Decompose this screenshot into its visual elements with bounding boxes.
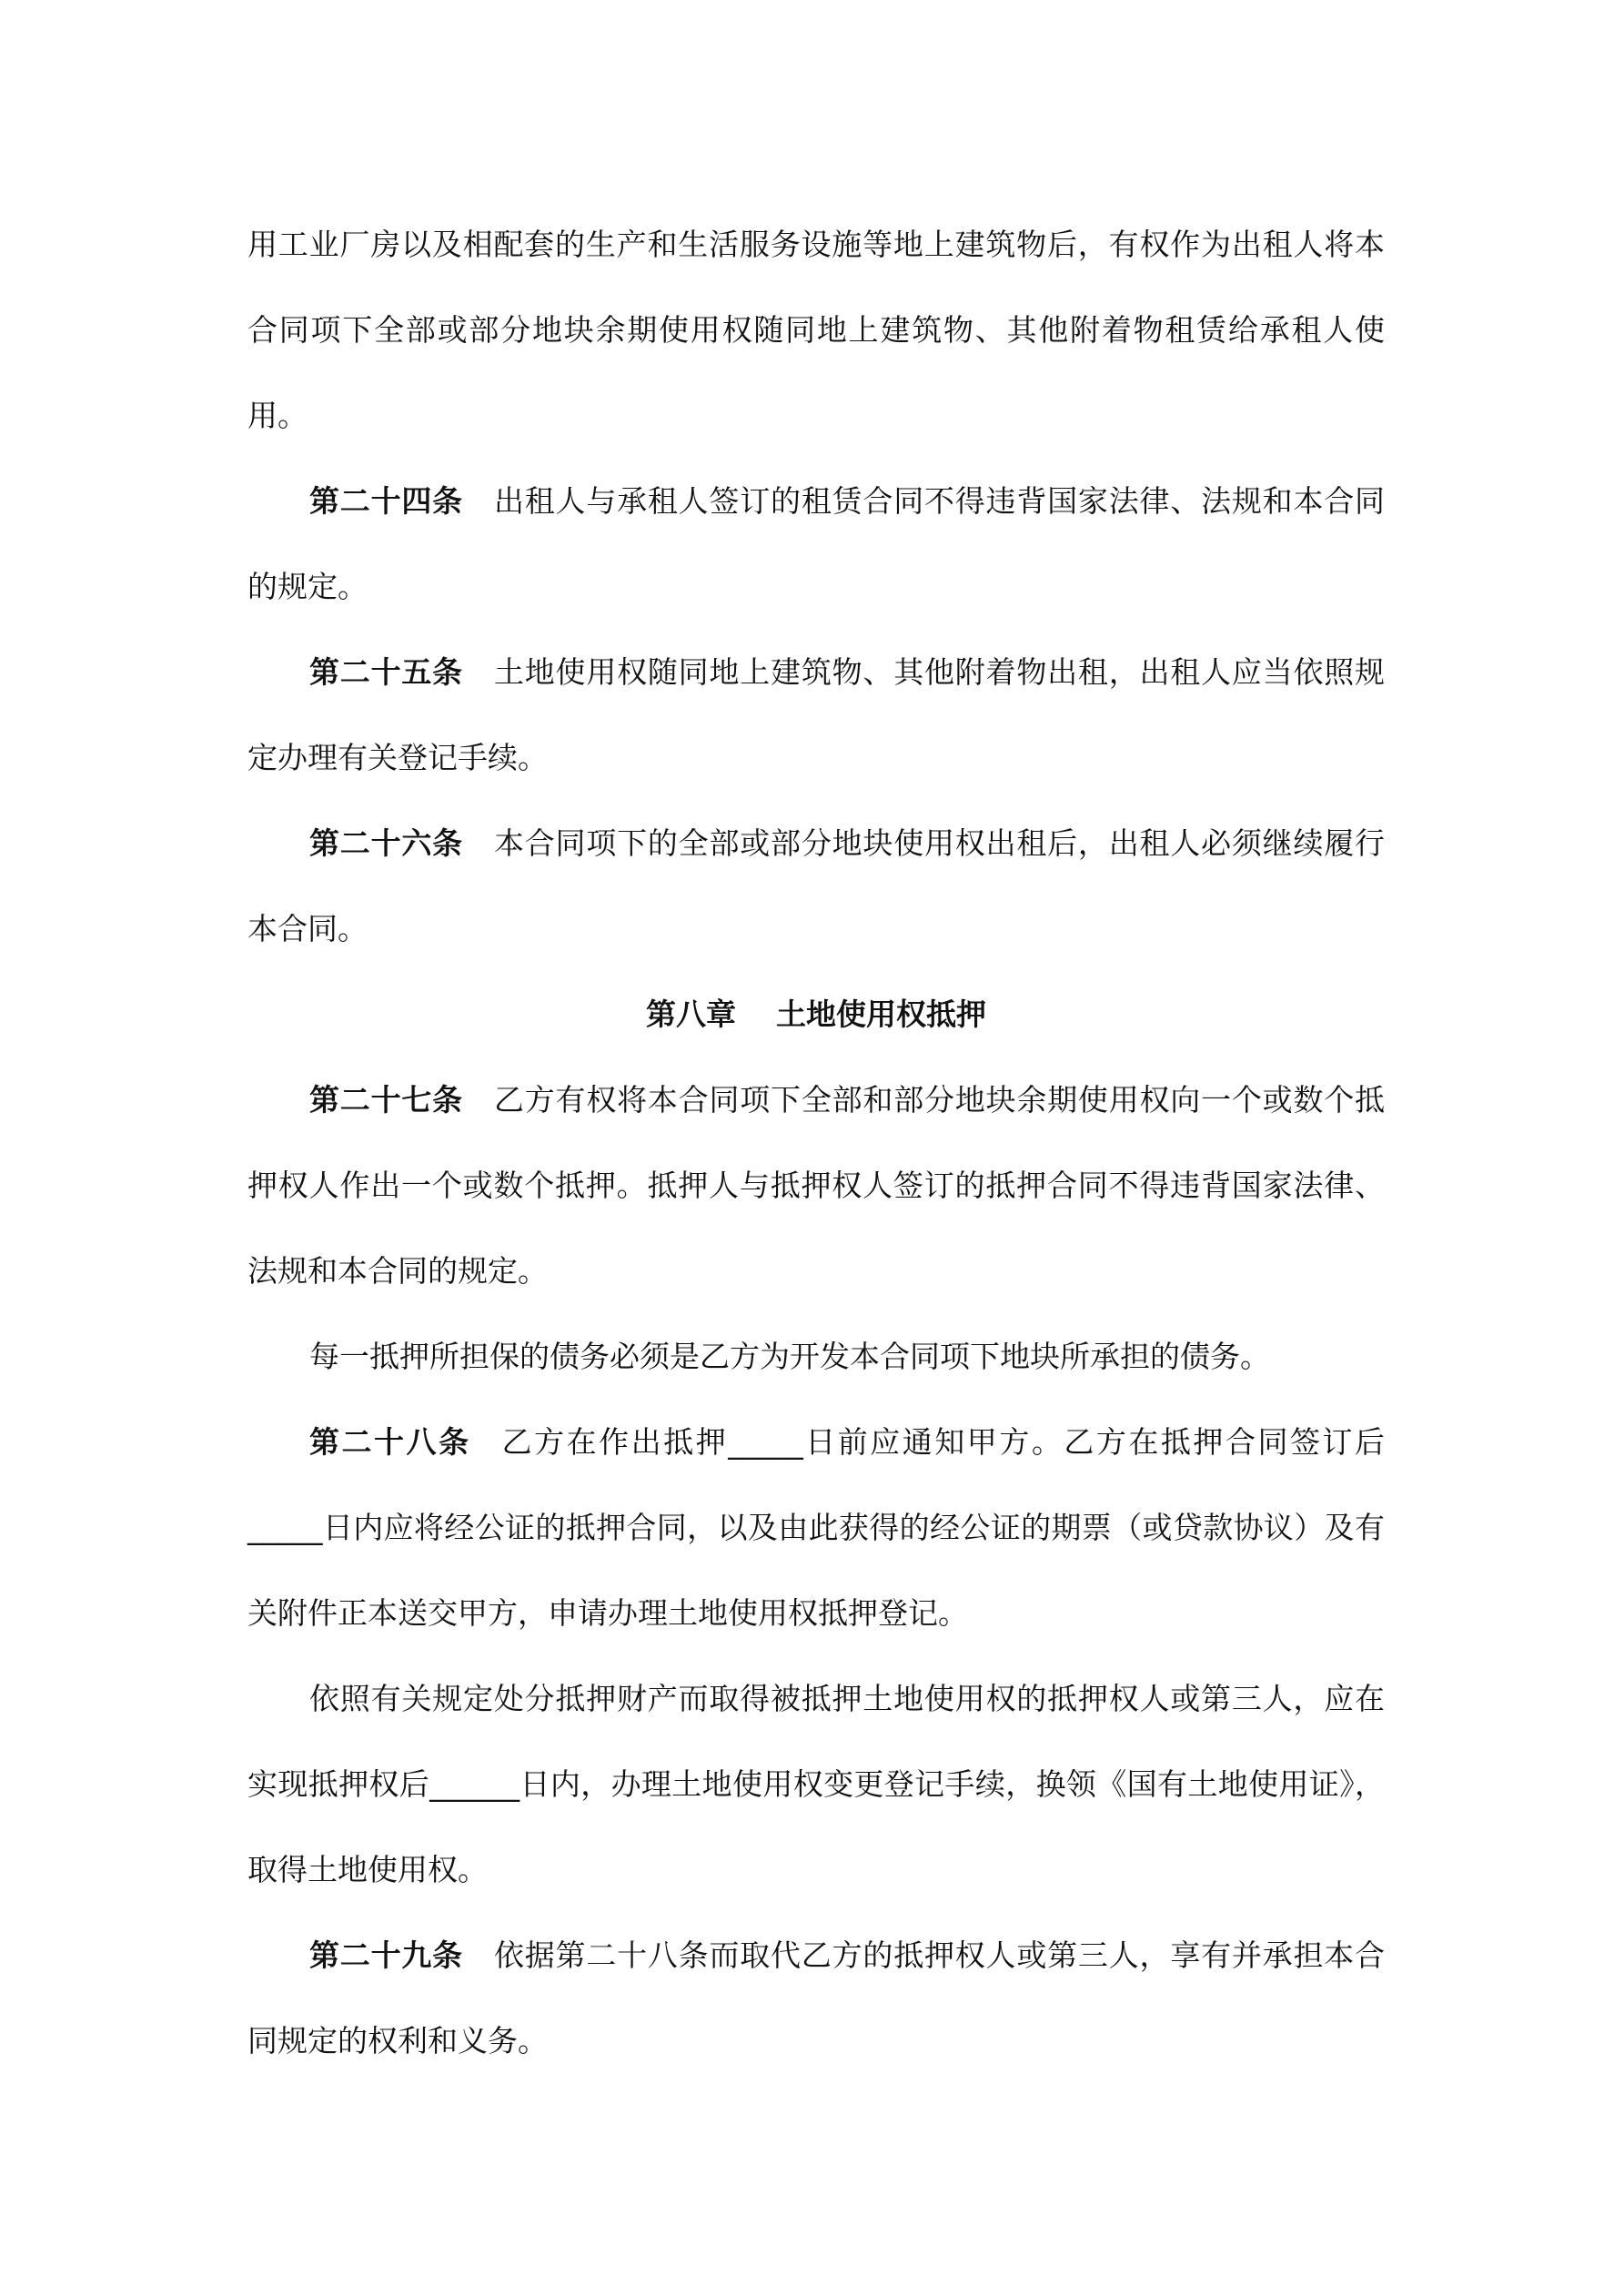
chapter-number: 第八章 [646, 996, 736, 1032]
article-28 [247, 1400, 1385, 1656]
article-label: 第二十四条 [309, 483, 463, 519]
chapter-title: 土地使用权抵押 [776, 996, 986, 1032]
article-24 [247, 459, 1385, 630]
article-label: 第二十五条 [309, 654, 463, 690]
document-page [247, 202, 1385, 2084]
article-text: 乙方在作出抵押_____日前应通知甲方。乙方在抵押合同签订后_____日内应将经公证的抵押合同，以及由此获得的经公证的期票（或贷款协议）及有关附件正本送交甲方，申请办理土地使用权抵押登记。 [247, 1424, 1386, 1631]
article-26 [247, 801, 1385, 972]
article-text: 依据第二十八条而取代乙方的抵押权人或第三人，享有并承担本合同规定的权利和义务。 [247, 1937, 1386, 2058]
article-27 [247, 1057, 1385, 1314]
chapter-heading [247, 972, 1385, 1057]
article-label: 第二十九条 [309, 1937, 463, 1973]
paragraph-continued: 用工业厂房以及相配套的生产和生活服务设施等地上建筑物后，有权作为出租人将本合同项下全部或部分地块余期使用权随同地上建筑物、其他附着物租赁给承租人使用。 [247, 227, 1385, 433]
article-label: 第二十八条 [309, 1424, 471, 1460]
article-25 [247, 630, 1385, 801]
article-label: 第二十六条 [309, 825, 463, 861]
article-label: 第二十七条 [309, 1082, 463, 1118]
article-29 [247, 1913, 1385, 2084]
article-text: 本合同项下的全部或部分地块使用权出租后，出租人必须继续履行本合同。 [247, 825, 1386, 946]
article-28-paragraph-2: 依照有关规定处分抵押财产而取得被抵押土地使用权的抵押权人或第三人，应在实现抵押权后______日内，办理土地使用权变更登记手续，换领《国有土地使用证》，取得土地使用权。 [247, 1681, 1385, 1887]
article-text: 出租人与承租人签订的租赁合同不得违背国家法律、法规和本合同的规定。 [247, 483, 1386, 604]
article-27-paragraph-2: 每一抵押所担保的债务必须是乙方为开发本合同项下地块所承担的债务。 [309, 1339, 1270, 1374]
article-text: 乙方有权将本合同项下全部和部分地块余期使用权向一个或数个抵押权人作出一个或数个抵押。抵押人与抵押权人签订的抵押合同不得违背国家法律、法规和本合同的规定。 [247, 1082, 1386, 1289]
article-text: 土地使用权随同地上建筑物、其他附着物出租，出租人应当依照规定办理有关登记手续。 [247, 654, 1386, 775]
